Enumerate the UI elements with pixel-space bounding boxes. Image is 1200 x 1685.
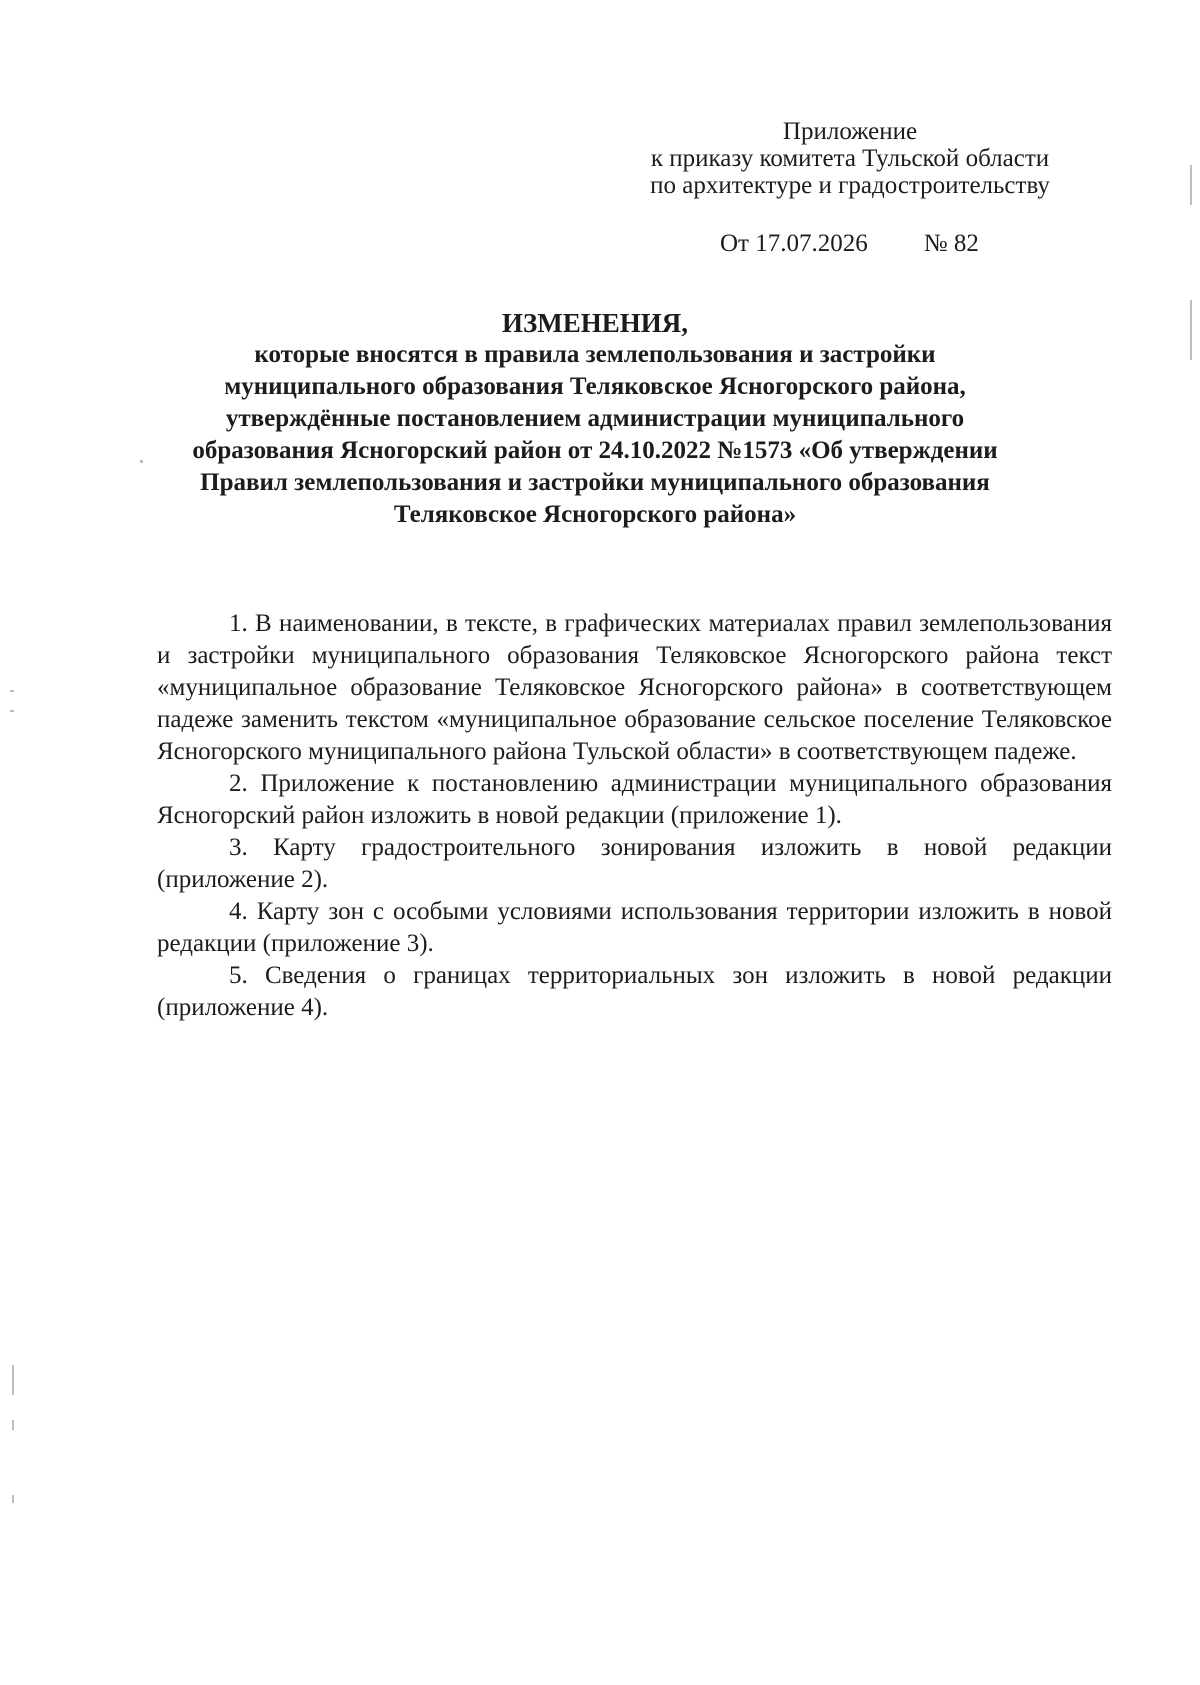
order-date: От 17.07.2026 [720, 230, 868, 257]
appendix-label: Приложение [782, 118, 918, 145]
order-number: № 82 [923, 230, 979, 257]
scan-artifact [1190, 300, 1192, 360]
scan-artifact [12, 1420, 14, 1430]
amendment-item: 2. Приложение к постановлению администрации муниципального образования Ясногорский район изложить в новой редакции (приложение 1). [157, 770, 1112, 829]
appendix-committee: по архитектуре и градостроительству [650, 172, 1050, 199]
appendix-header [590, 118, 1110, 199]
scan-artifact [140, 460, 143, 463]
title-line: Теляковское Ясногорского района» [393, 501, 797, 528]
scan-artifact [12, 1495, 14, 1503]
scan-artifact [1190, 165, 1192, 205]
title-line: Правил землепользования и застройки муниципального образования [200, 469, 990, 496]
document-title [120, 307, 1070, 531]
appendix-order-ref: к приказу комитета Тульской области [650, 145, 1050, 172]
title-line: образования Ясногорский район от 24.10.2022 №1573 «Об утверждении [192, 437, 998, 464]
amendment-item: 3. Карту градостроительного зонирования изложить в новой редакции (приложение 2). [157, 834, 1112, 893]
amendment-item: 1. В наименовании, в тексте, в графических материалах правил землепользования и застройки муниципального образования Теляковское Ясногорского района текст «муниципальное образование Теляковское Ясногорского района» в соответствующем падеже заменить текстом «муниципальное образование сельское поселение Теляковское Ясногорского муниципального района Тульской области» в соответствующем падеже. [157, 610, 1112, 765]
order-reference [720, 229, 979, 259]
scan-artifact [10, 710, 14, 712]
amendment-item: 5. Сведения о границах территориальных зон изложить в новой редакции (приложение 4). [157, 962, 1112, 1021]
amendment-item: 4. Карту зон с особыми условиями использования территории изложить в новой редакции (приложение 3). [157, 898, 1112, 957]
title-heading: ИЗМЕНЕНИЯ, [501, 308, 688, 338]
title-line: утверждённые постановлением администрации муниципального [225, 405, 965, 432]
scan-artifact [10, 690, 14, 692]
title-line: муниципального образования Теляковское Ясногорского района, [224, 373, 966, 400]
title-line: которые вносятся в правила землепользования и застройки [254, 341, 936, 368]
scan-artifact [12, 1365, 14, 1395]
amendments-list [157, 608, 1112, 1024]
